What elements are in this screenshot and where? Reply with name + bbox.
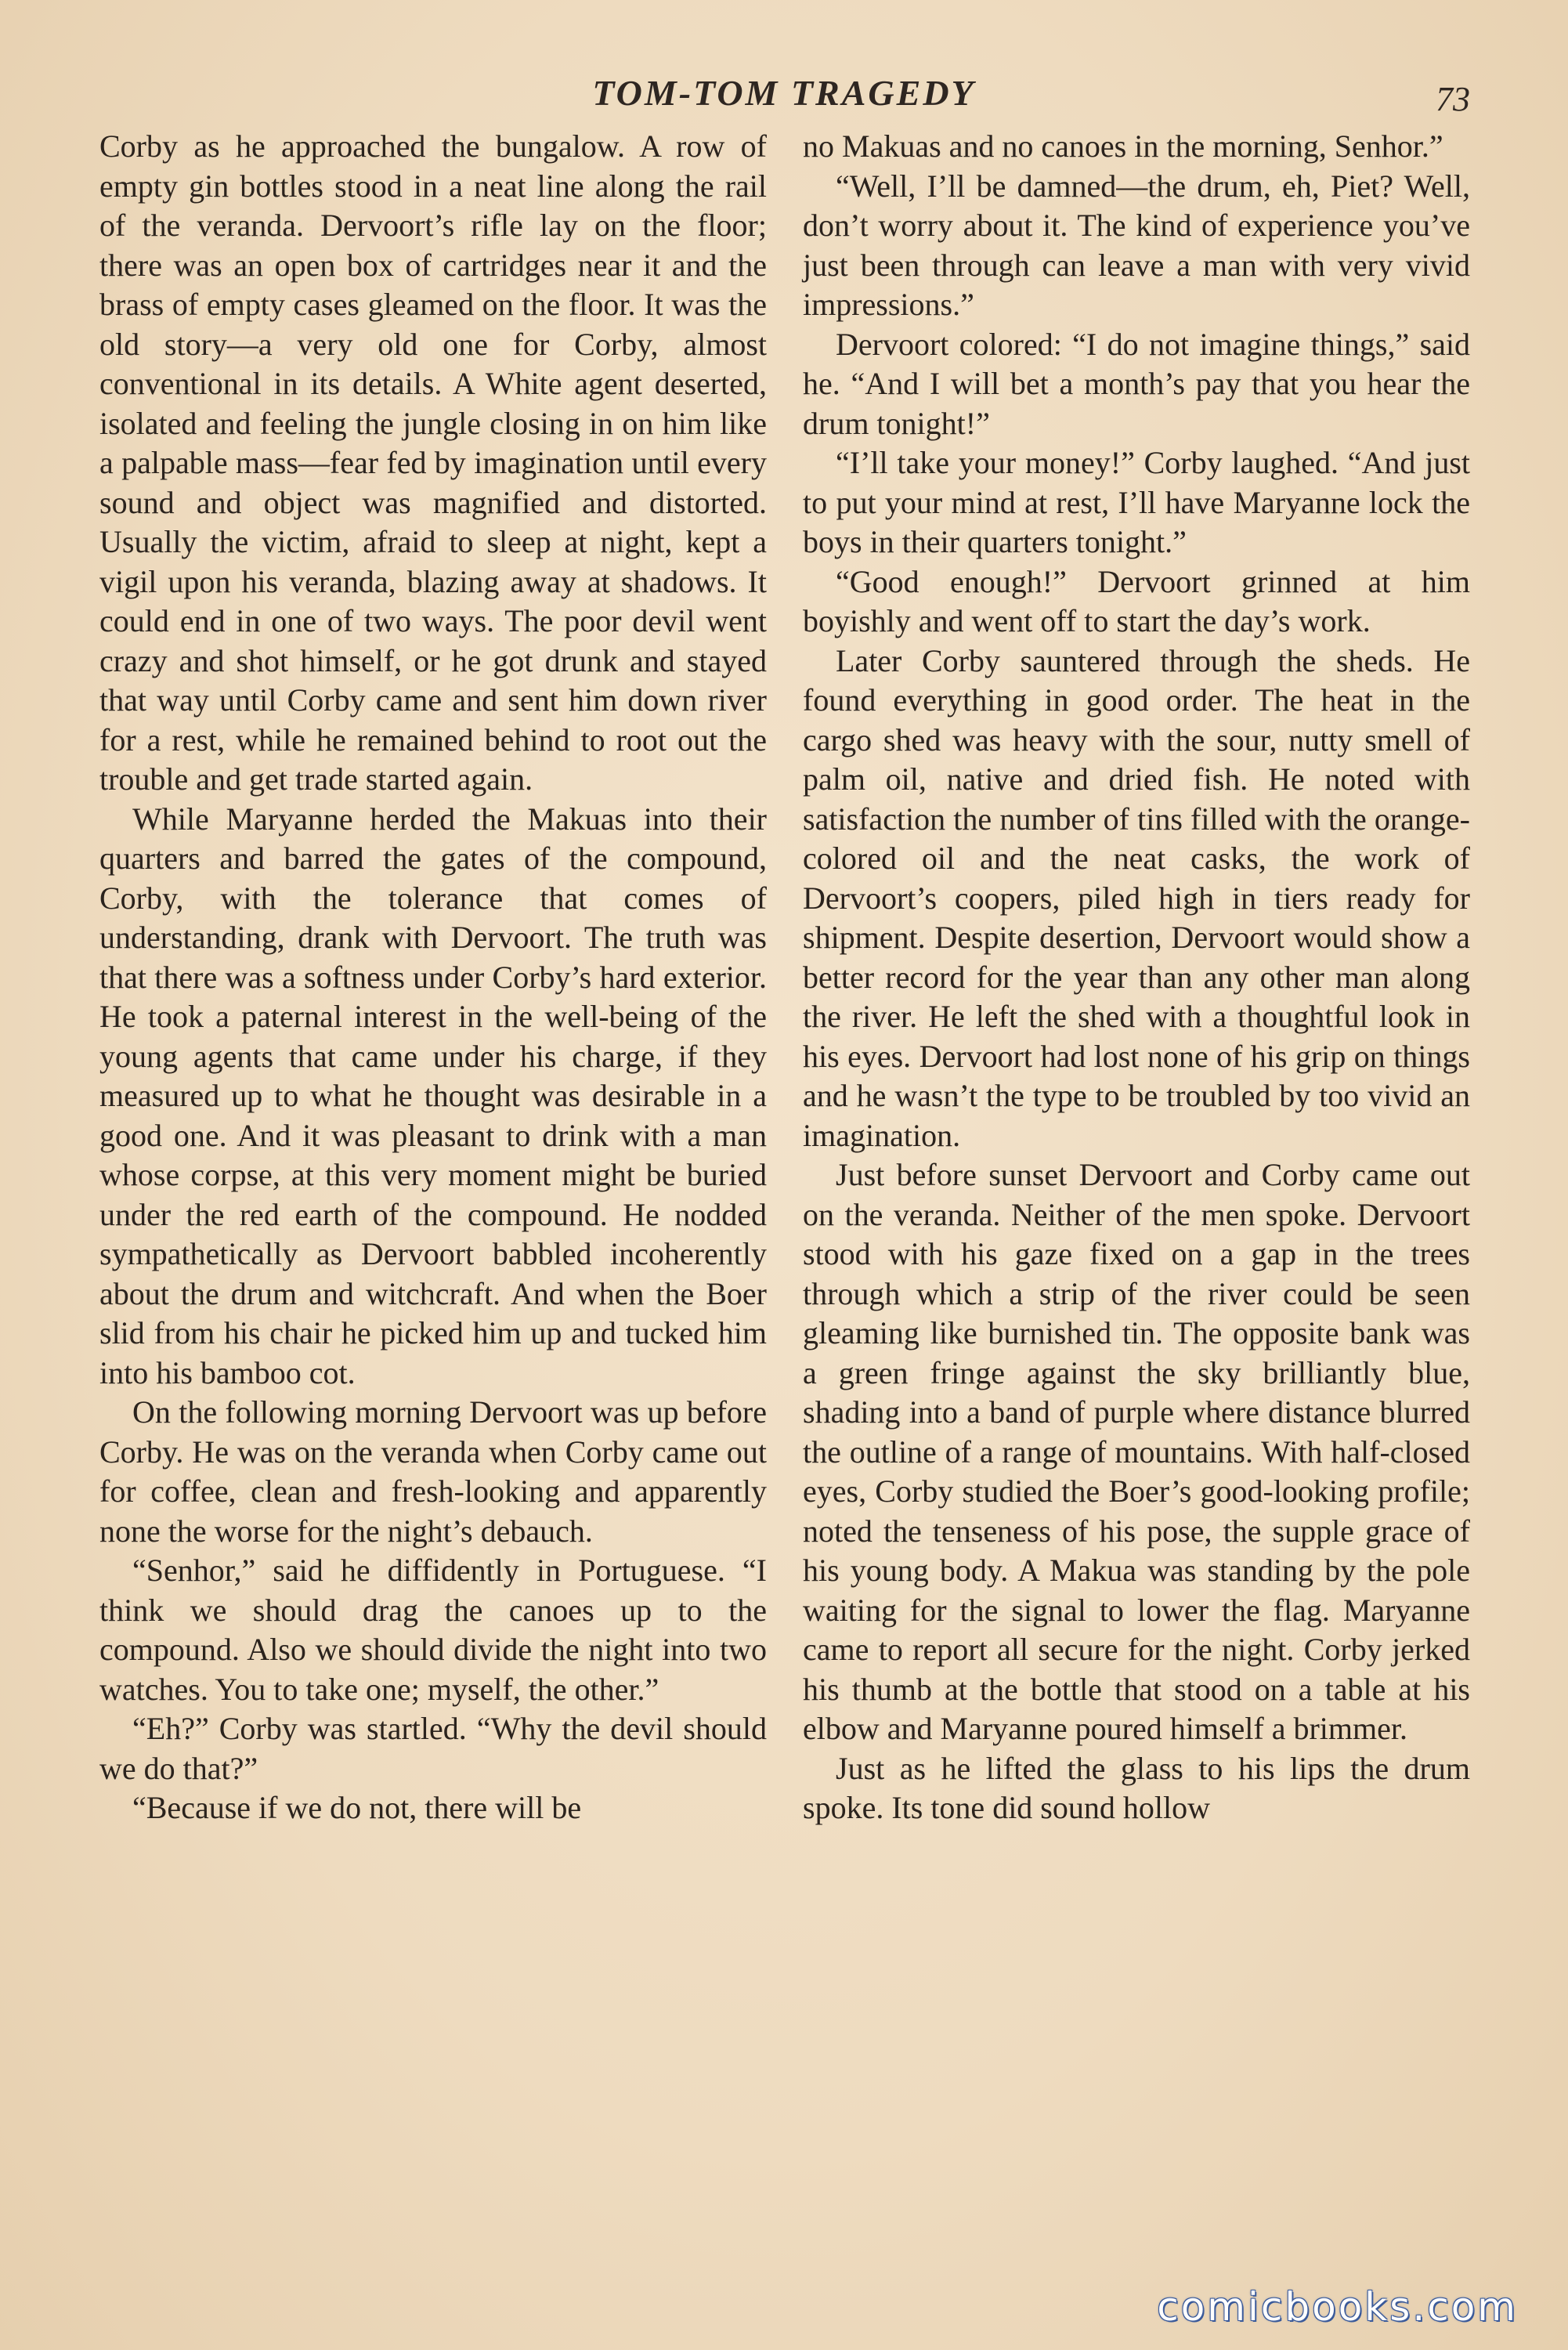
paragraph: “Because if we do not, there will be <box>132 1790 582 1825</box>
paragraph: Corby as he approached the bungalow. A row of empty gin bottles stood in a neat line along the rail of the veranda. Dervoort’s rifle lay on the floor; there was an open box of cartridges near it and the brass of empty cases gleamed on the floor. It was the old story—a very old one for Corby, almost conventional in its details. A White agent deserted, isolated and feeling the jungle closing in on him like a palpable mass—fear fed by imagination until every sound and object was magnified and distorted. Usually the victim, afraid to sleep at night, kept a vigil upon his veranda, blazing away at shadows. It could end in one of two ways. The poor devil went crazy and shot himself, or he got drunk and stayed that way until Corby came and sent him down river for a rest, while he remained behind to root out the trouble and get trade started again. <box>99 128 767 797</box>
right-column <box>803 127 1470 1828</box>
paragraph: “Good enough!” Dervoort grinned at him boyishly and went off to start the day’s work. <box>803 563 1470 638</box>
paragraph: Just as he lifted the glass to his lips the drum spoke. Its tone did sound hollow <box>803 1750 1470 1825</box>
paragraph: “Well, I’ll be damned—the drum, eh, Piet? Well, don’t worry about it. The kind of experience you’ve just been through can leave a man with very vivid impressions.” <box>803 168 1470 322</box>
site-watermark: comicbooks.com <box>1157 2284 1518 2330</box>
paragraph: Later Corby sauntered through the sheds. He found everything in good order. The heat in the cargo shed was heavy with the sour, nutty smell of palm oil, native and dried fish. He noted with satisfaction the number of tins filled with the orange-colored oil and the neat casks, the work of Dervoort’s coopers, piled high in tiers ready for shipment. Despite desertion, Dervoort would show a better record for the year than any other man along the river. He left the shed with a thoughtful look in his eyes. Dervoort had lost none of his grip on things and he wasn’t the type to be troubled by too vivid an imagination. <box>803 642 1470 1153</box>
paragraph: “Senhor,” said he diffidently in Portuguese. “I think we should drag the canoes up to the compound. Also we should divide the night into two watches. You to take one; myself, the other.” <box>99 1553 767 1707</box>
running-title: TOM-TOM TRAGEDY <box>592 73 976 113</box>
left-column <box>99 127 767 1828</box>
paragraph: While Maryanne herded the Makuas into their quarters and barred the gates of the compound, Corby, with the tolerance that comes of understanding, drank with Dervoort. The truth was that there was a softness under Corby’s hard exterior. He took a paternal interest in the well-being of the young agents that came under his charge, if they measured up to what he thought was desirable in a good one. And it was pleasant to drink with a man whose corpse, at this very moment might be buried under the red earth of the compound. He nodded sympathetically as Dervoort babbled incoherently about the drum and witchcraft. And when the Boer slid from his chair he picked him up and tucked him into his bamboo cot. <box>99 801 767 1390</box>
paragraph: “Eh?” Corby was startled. “Why the devil should we do that?” <box>99 1711 767 1786</box>
paragraph: Dervoort colored: “I do not imagine things,” said he. “And I will bet a month’s pay that you hear the drum tonight!” <box>803 326 1470 441</box>
paragraph: On the following morning Dervoort was up before Corby. He was on the veranda when Corby came out for coffee, clean and fresh-looking and apparently none the worse for the night’s debauch. <box>99 1394 767 1549</box>
page-number: 73 <box>1436 80 1470 118</box>
paragraph: no Makuas and no canoes in the morning, Senhor.” <box>803 128 1443 164</box>
paragraph: Just before sunset Dervoort and Corby came out on the veranda. Neither of the men spoke. Dervoort stood with his gaze fixed on a gap in the trees through which a strip of the river could be seen gleaming like burnished tin. The opposite bank was a green fringe against the sky brilliantly blue, shading into a band of purple where distance blurred the outline of a range of mountains. With half-closed eyes, Corby studied the Boer’s good-looking profile; noted the tenseness of his pose, the supple grace of his young body. A Makua was standing by the pole waiting for the signal to lower the flag. Maryanne came to report all secure for the night. Corby jerked his thumb at the bottle that stood on a table at his elbow and Maryanne poured himself a brimmer. <box>803 1157 1470 1746</box>
paragraph: “I’ll take your money!” Corby laughed. “And just to put your mind at rest, I’ll have Maryanne lock the boys in their quarters tonight.” <box>803 445 1470 559</box>
